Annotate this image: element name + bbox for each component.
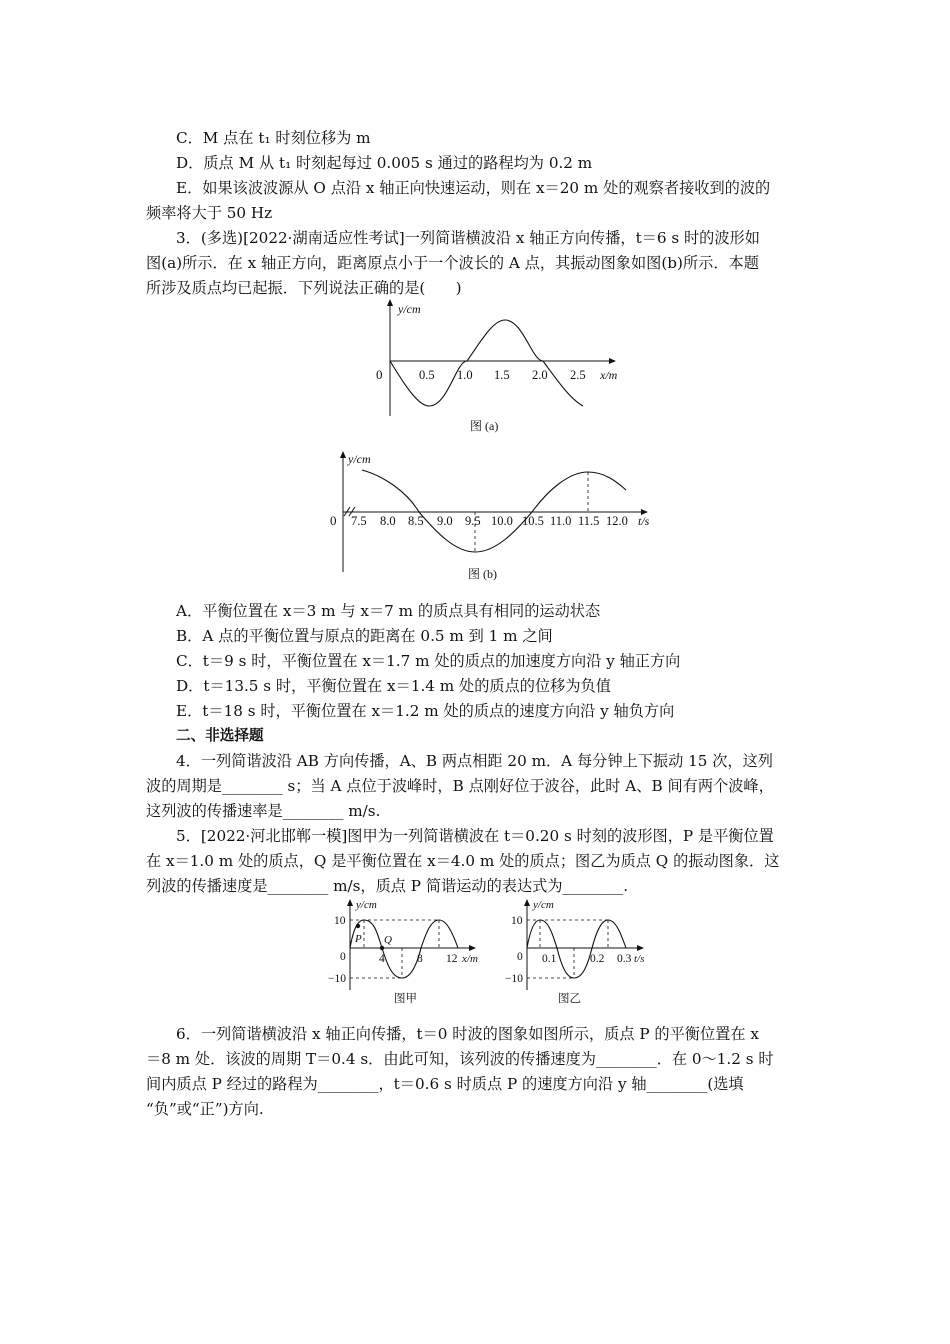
fig-b-ylabel: y/cm — [348, 452, 371, 466]
fig-jia-ylabel: y/cm — [356, 899, 377, 911]
fig-jia-y-bottom: −10 — [328, 973, 346, 985]
fig-a-tick-2.5: 2.5 — [570, 368, 586, 382]
fig-a-ylabel: y/cm — [398, 302, 421, 316]
q3-stem-line3: 所涉及质点均已起振．下列说法正确的是( ) — [146, 279, 462, 297]
fig-a-tick-0.5: 0.5 — [419, 368, 435, 382]
fig-yi-caption: 图乙 — [558, 993, 581, 1005]
fig-b-tick-10.5: 10.5 — [522, 514, 544, 528]
fig-b-tick-8.0: 8.0 — [380, 514, 396, 528]
figure-jia — [320, 898, 490, 1006]
q6-line1: 6．一列简谐横波沿 x 轴正向传播，t＝0 时波的图象如图所示，质点 P 的平衡位置在 x — [176, 1025, 759, 1043]
fig-jia-y-arrow — [347, 899, 353, 906]
fig-b-xlabel: t/s — [638, 514, 650, 528]
fig-a-tick-1.5: 1.5 — [494, 368, 510, 382]
fig-b-caption: 图 (b) — [468, 567, 497, 581]
fig-jia-caption: 图甲 — [394, 993, 417, 1005]
fig-jia-point-p-dot — [356, 924, 360, 928]
q3-stem-line2: 图(a)所示．在 x 轴正方向，距离原点小于一个波长的 A 点，其振动图象如图(b)所示．本题 — [146, 254, 759, 272]
fig-a-y-arrow — [387, 299, 393, 306]
fig-jia-tick-12: 12 — [446, 953, 458, 965]
fig-yi-y-arrow — [524, 899, 530, 906]
q2-option-c: C．M 点在 t₁ 时刻位移为 m — [176, 129, 371, 147]
q2-option-e-line2: 频率将大于 50 Hz — [146, 204, 273, 222]
q3-option-e: E．t＝18 s 时，平衡位置在 x＝1.2 m 处的质点的速度方向沿 y 轴负方向 — [176, 702, 675, 720]
q4-line1: 4．一列简谐波沿 AB 方向传播，A、B 两点相距 20 m．A 每分钟上下振动 15 次，这列 — [176, 752, 773, 770]
q2-option-d: D．质点 M 从 t₁ 时刻起每过 0.005 s 通过的路程均为 0.2 m — [176, 154, 593, 172]
fig-a-x-arrow — [609, 358, 616, 364]
q3-option-d: D．t＝13.5 s 时，平衡位置在 x＝1.4 m 处的质点的位移为负值 — [176, 677, 611, 695]
figure-yi — [500, 898, 660, 1006]
q6-line2: ＝8 m 处．该波的周期 T＝0.4 s．由此可知，该列波的传播速度为________．在 0～1.2 s 时 — [146, 1050, 774, 1068]
fig-b-tick-10.0: 10.0 — [491, 514, 513, 528]
fig-b-origin: 0 — [330, 513, 337, 528]
q3-stem-line1: 3．(多选)[2022·湖南适应性考试]一列简谐横波沿 x 轴正方向传播，t＝6 s 时的波形如 — [176, 229, 760, 247]
fig-yi-tick-0.1: 0.1 — [542, 953, 557, 965]
fig-a-tick-2.0: 2.0 — [532, 368, 548, 382]
fig-jia-x-arrow — [469, 945, 476, 951]
fig-b-tick-12.0: 12.0 — [606, 514, 628, 528]
q3-option-a: A．平衡位置在 x＝3 m 与 x＝7 m 的质点具有相同的运动状态 — [176, 602, 601, 620]
fig-a-wave-curve — [390, 320, 583, 406]
q4-line3: 这列波的传播速率是________ m/s. — [146, 802, 381, 820]
q2-option-e-line1: E．如果该波波源从 O 点沿 x 轴正向快速运动，则在 x＝20 m 处的观察者接收到的波的 — [176, 179, 771, 197]
fig-yi-y-top: 10 — [511, 915, 523, 927]
fig-jia-tick-4: 4 — [379, 953, 385, 965]
figure-a — [360, 296, 630, 442]
fig-yi-y-bottom: −10 — [505, 973, 523, 985]
fig-b-tick-9.5: 9.5 — [465, 514, 481, 528]
fig-b-tick-7.5: 7.5 — [351, 514, 367, 528]
fig-yi-origin: 0 — [517, 951, 523, 963]
fig-a-xlabel: x/m — [600, 368, 618, 382]
q5-line3: 列波的传播速度是________ m/s，质点 P 简谐运动的表达式为________. — [146, 877, 629, 895]
fig-yi-ylabel: y/cm — [533, 899, 554, 911]
fig-b-tick-11.0: 11.0 — [550, 514, 572, 528]
q6-line4: “负”或“正”)方向. — [146, 1100, 264, 1118]
fig-yi-x-arrow — [637, 945, 644, 951]
fig-jia-y-top: 10 — [334, 915, 346, 927]
fig-b-tick-8.5: 8.5 — [408, 514, 424, 528]
fig-jia-origin: 0 — [340, 951, 346, 963]
fig-jia-wave-curve — [350, 920, 458, 978]
q5-line1: 5．[2022·河北邯郸一模]图甲为一列简谐横波在 t＝0.20 s 时刻的波形图，P 是平衡位置 — [176, 827, 774, 845]
fig-b-y-arrow — [340, 451, 346, 458]
fig-b-tick-9.0: 9.0 — [437, 514, 453, 528]
fig-jia-point-q: Q — [384, 934, 392, 946]
fig-yi-tick-0.2: 0.2 — [590, 953, 605, 965]
fig-b-tick-11.5: 11.5 — [578, 514, 600, 528]
figure-b — [324, 446, 664, 586]
fig-a-caption: 图 (a) — [470, 419, 499, 433]
fig-jia-point-q-dot — [380, 946, 384, 950]
fig-jia-tick-8: 8 — [417, 953, 423, 965]
fig-a-origin: 0 — [376, 367, 383, 382]
fig-yi-vibration-curve — [527, 920, 626, 978]
section-heading: 二、非选择题 — [176, 727, 264, 744]
fig-yi-tick-0.3: 0.3 — [617, 953, 632, 965]
fig-a-tick-1.0: 1.0 — [457, 368, 473, 382]
q3-option-c: C．t＝9 s 时，平衡位置在 x＝1.7 m 处的质点的加速度方向沿 y 轴正方向 — [176, 652, 681, 670]
q4-line2: 波的周期是________ s；当 A 点位于波峰时，B 点刚好位于波谷，此时 A、B 间有两个波峰， — [146, 777, 774, 795]
q5-line2: 在 x＝1.0 m 处的质点，Q 是平衡位置在 x＝4.0 m 处的质点；图乙为质点 Q 的振动图象．这 — [146, 852, 780, 870]
fig-b-vibration-curve — [362, 470, 626, 552]
q6-line3: 间内质点 P 经过的路程为________，t＝0.6 s 时质点 P 的速度方向沿 y 轴________(选填 — [146, 1075, 744, 1093]
q3-option-b: B．A 点的平衡位置与原点的距离在 0.5 m 到 1 m 之间 — [176, 627, 553, 645]
fig-jia-xlabel: x/m — [462, 953, 478, 965]
fig-yi-xlabel: t/s — [634, 953, 645, 965]
fig-jia-point-p: P — [355, 933, 362, 945]
